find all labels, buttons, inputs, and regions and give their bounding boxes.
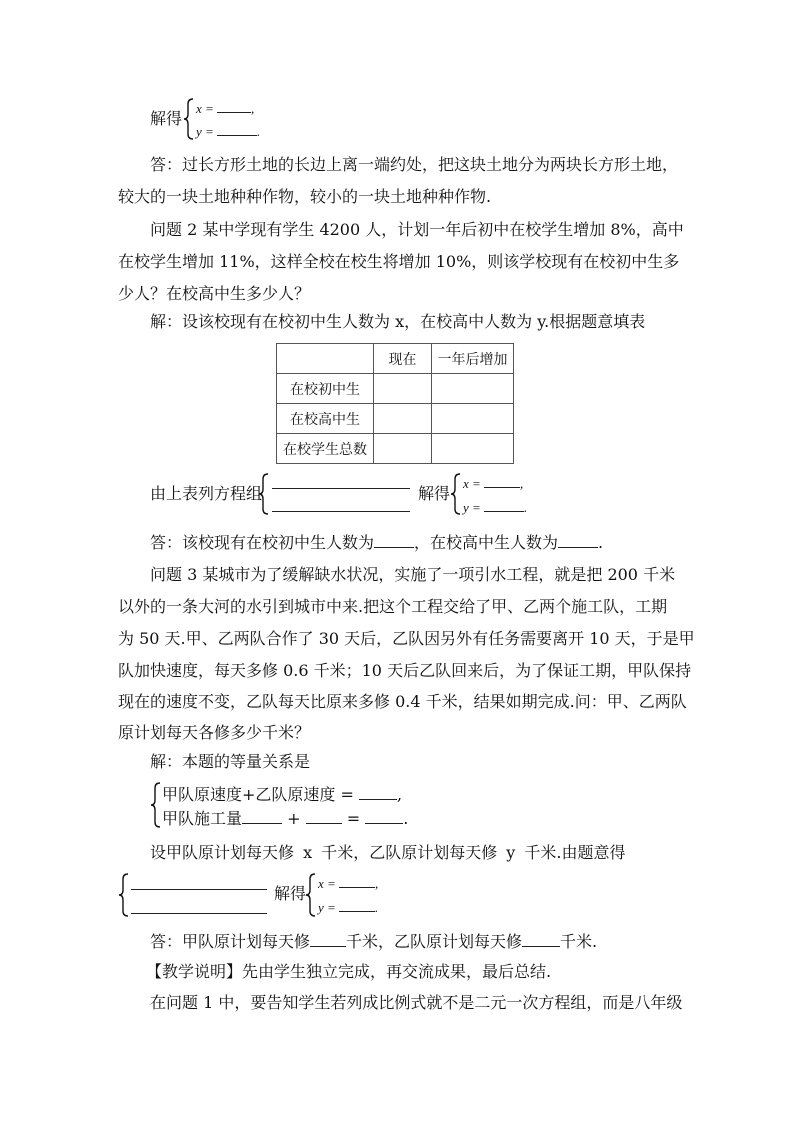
problem3-line1: 问题 3 某城市为了缓解缺水状况，实施了一项引水工程，就是把 200 千米: [150, 565, 676, 584]
problem2-line3: 少人？在校高中生多少人？: [118, 284, 311, 303]
table-cell[interactable]: [432, 404, 514, 434]
system2-period: .: [524, 500, 528, 515]
answer1-line2: 较大的一块土地种种作物，较小的一块土地种种作物.: [118, 187, 492, 206]
answer3-blank2[interactable]: [522, 932, 560, 947]
solve1-comma: ,: [251, 101, 255, 116]
relation-blank1[interactable]: [359, 785, 397, 800]
system2-brace: [258, 473, 270, 515]
relation-line1-text: 甲队原速度+乙队原速度 =: [162, 785, 354, 804]
setup3-eq2-blank[interactable]: [131, 903, 267, 914]
table-row: [277, 374, 514, 404]
table-header-cell: [277, 344, 374, 374]
setup3-period: .: [375, 900, 379, 915]
setup3-solve-brace: [305, 873, 317, 917]
system2-y: y =: [463, 500, 481, 515]
problem3-line4: 队加快速度，每天多修 0.6 千米；10 天后乙队回来后，为了保证工期，甲队保持: [118, 661, 692, 680]
answer2-part1: 答：该校现有在校初中生人数为: [150, 533, 375, 552]
teaching-text: 先由学生独立完成，再交流成果，最后总结.: [242, 962, 552, 981]
answer3-blank1[interactable]: [310, 932, 346, 947]
system2-solve-label: 解得: [418, 484, 451, 503]
table-header-cell: 一年后增加: [432, 344, 514, 374]
system2-y-blank[interactable]: [484, 497, 524, 512]
system2-x-blank[interactable]: [484, 473, 520, 488]
setup3-x-blank[interactable]: [339, 873, 375, 888]
answer2-blank1[interactable]: [374, 533, 414, 548]
solve1-x-blank[interactable]: [217, 98, 251, 113]
answer3-part1: 答：甲队原计划每天修: [150, 932, 311, 951]
relation-line2: [162, 809, 408, 829]
relation-blank4[interactable]: [365, 809, 403, 824]
problem2-solution: 解：设该校现有在校初中生人数为 x，在校高中人数为 y.根据题意填表: [150, 312, 646, 331]
setup3-comma: ,: [375, 876, 379, 891]
table-row-label: 在校初中生: [277, 374, 374, 404]
problem3-line6: 原计划每天各修多少千米？: [118, 723, 311, 742]
solve1-brace: [183, 98, 195, 140]
setup3-solve-label: 解得: [274, 884, 307, 903]
setup3-y-blank[interactable]: [339, 897, 375, 912]
table-cell[interactable]: [432, 374, 514, 404]
table-header-cell: 现在: [374, 344, 432, 374]
table-cell[interactable]: [374, 374, 432, 404]
system2-eq2-blank[interactable]: [272, 501, 410, 512]
table-header-row: [277, 344, 514, 374]
setup3-text: 设甲队原计划每天修 x 千米，乙队原计划每天修 y 千米.由题意得: [150, 843, 626, 862]
setup3-eq1-blank[interactable]: [131, 879, 267, 890]
relation-blank3[interactable]: [306, 809, 342, 824]
answer2-blank2[interactable]: [558, 533, 598, 548]
solve1-label: 解得: [150, 109, 183, 128]
system2-comma: ,: [520, 476, 524, 491]
relation-plus: +: [287, 809, 301, 828]
answer3-part2: 千米，乙队原计划每天修: [346, 932, 523, 951]
teaching-last-line: 在问题 1 中，要告知学生若列成比例式就不是二元一次方程组，而是八年级: [150, 993, 683, 1012]
answer3-part3: 千米.: [560, 932, 598, 951]
setup3-brace: [118, 873, 130, 917]
table-cell[interactable]: [432, 434, 514, 464]
relation-brace: [150, 782, 162, 828]
answer3-line: [150, 932, 597, 952]
answer2-end: .: [598, 533, 604, 552]
problem3-solution: 解：本题的等量关系是: [150, 752, 311, 771]
problem2-line1: 问题 2 某中学现有学生 4200 人，计划一年后初中在校学生增加 8%，高中: [150, 220, 684, 239]
solve1-period: .: [257, 124, 261, 139]
system2-label: 由上表列方程组: [150, 484, 263, 503]
problem3-line2: 以外的一条大河的水引到城市中来.把这个工程交给了甲、乙两个施工队，工期: [118, 597, 668, 616]
answer2-part2: ，在校高中生人数为: [414, 533, 559, 552]
solve1-x-line: [196, 98, 254, 119]
relation-line1-end: ,: [397, 785, 403, 804]
system2-solve-brace: [450, 473, 462, 515]
setup3-y-line: [318, 897, 378, 918]
relation-equals: =: [346, 809, 361, 828]
setup3-x: x =: [318, 876, 336, 891]
table-row: [277, 434, 514, 464]
answer1-line1: 答：过长方形土地的长边上离一端约处，把这块土地分为两块长方形土地，: [150, 155, 679, 174]
table-row-label: 在校高中生: [277, 404, 374, 434]
relation-blank2[interactable]: [242, 809, 282, 824]
relation-line1: [162, 785, 402, 805]
table-row: [277, 404, 514, 434]
solve1-y-line: [196, 121, 260, 142]
system2-x-line: [463, 473, 523, 494]
problem3-line5: 现在的速度不变，乙队每天比原来多修 0.4 千米，结果如期完成.问：甲、乙两队: [118, 692, 687, 711]
solve1-y: y =: [196, 124, 214, 139]
relation-line2-end: .: [403, 809, 409, 828]
teaching-note: [146, 962, 551, 982]
setup3-x-line: [318, 873, 378, 894]
solve1-y-blank[interactable]: [217, 121, 257, 136]
solve1-x: x =: [196, 101, 214, 116]
problem3-line3: 为 50 天.甲、乙两队合作了 30 天后，乙队因另外有任务需要离开 10 天，于是甲: [118, 629, 695, 648]
data-table: [276, 343, 514, 464]
answer2-line: [150, 533, 603, 553]
table-cell[interactable]: [374, 404, 432, 434]
table-cell[interactable]: [374, 434, 432, 464]
setup3-y: y =: [318, 900, 336, 915]
teaching-tag: 【教学说明】: [146, 962, 243, 981]
table-row-label: 在校学生总数: [277, 434, 374, 464]
relation-line2-text: 甲队施工量: [162, 809, 243, 828]
system2-y-line: [463, 497, 527, 518]
problem2-line2: 在校学生增加 11%，这样全校在校生将增加 10%，则该学校现有在校初中生多: [118, 252, 680, 271]
system2-x: x =: [463, 476, 481, 491]
system2-eq1-blank[interactable]: [272, 478, 410, 489]
